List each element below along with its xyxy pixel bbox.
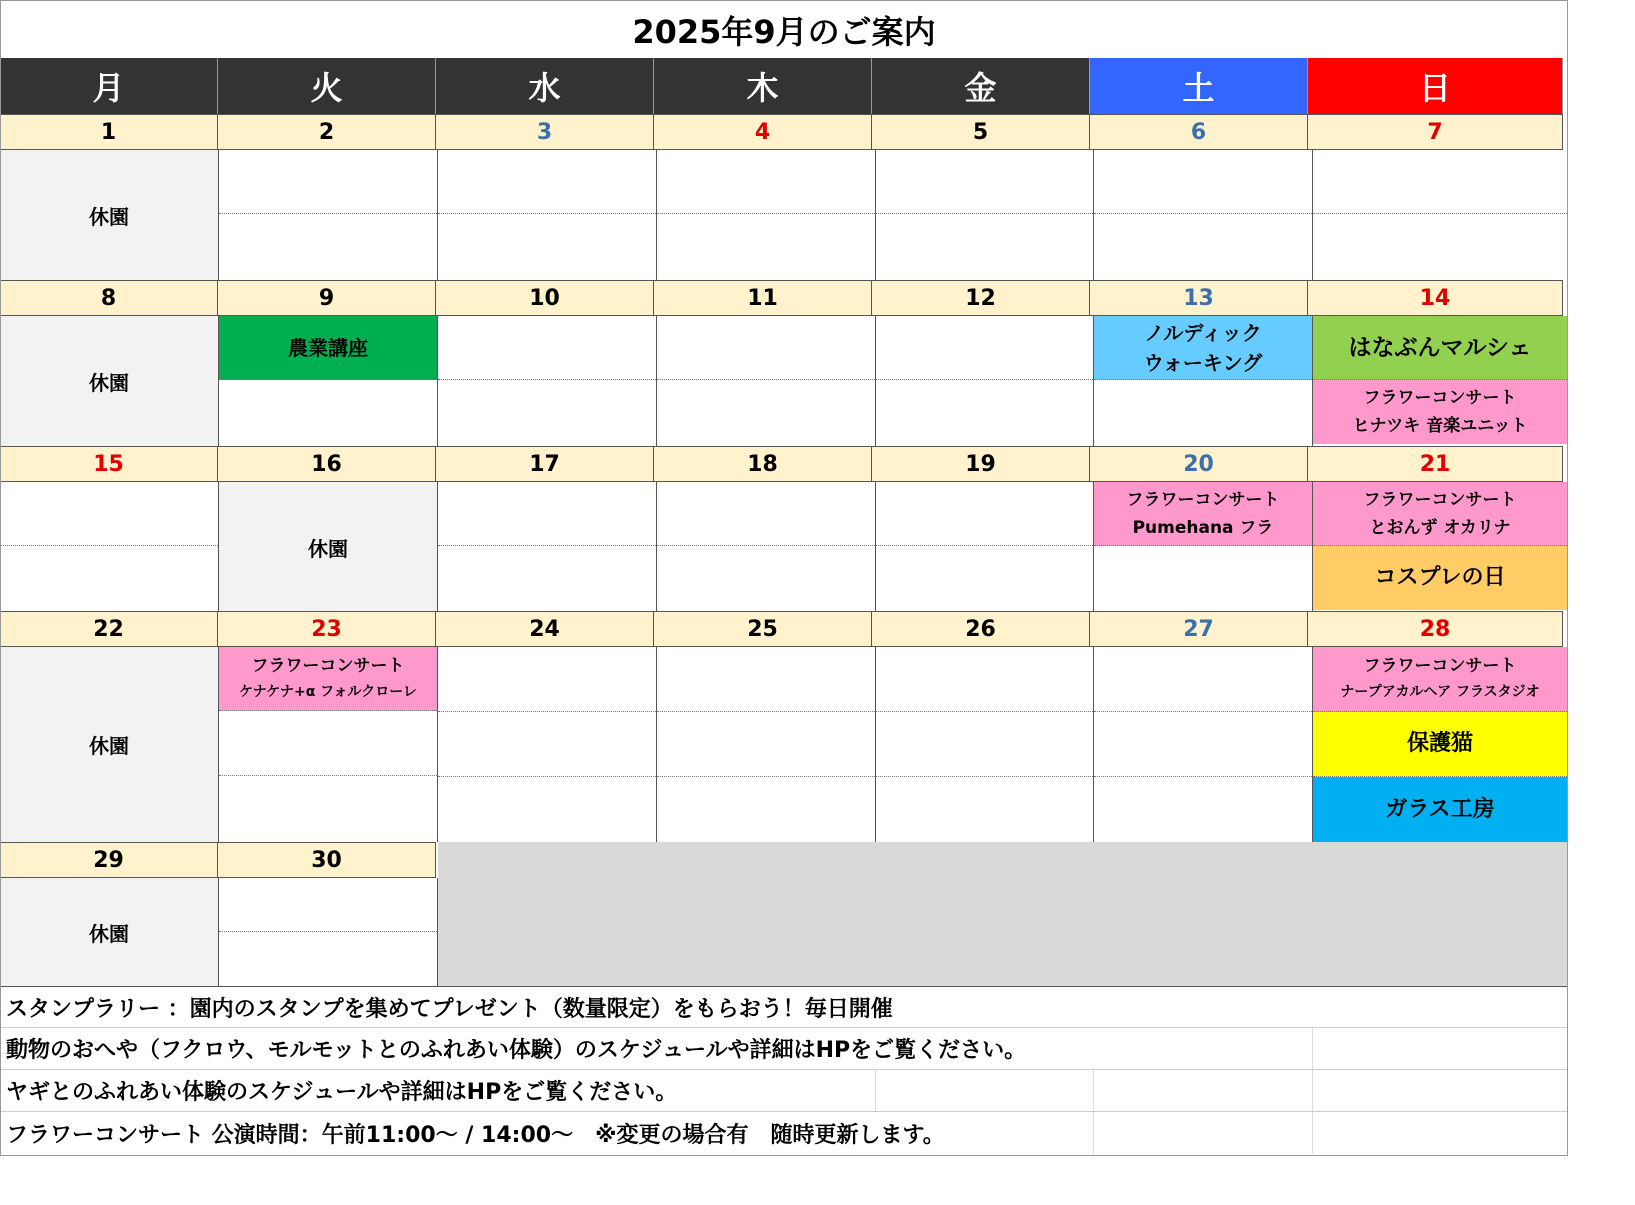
date-cell: 13 xyxy=(1090,280,1308,316)
date-cell: 30 xyxy=(218,842,436,878)
date-cell: 26 xyxy=(872,611,1090,647)
day-slots xyxy=(1313,482,1568,612)
weekday-header xyxy=(0,58,1563,114)
date-cell: 3 xyxy=(436,114,654,150)
event-line: ノルディック xyxy=(1144,320,1262,345)
date-cell: 24 xyxy=(436,611,654,647)
day-slots xyxy=(219,316,438,446)
date-cell: 28 xyxy=(1308,611,1563,647)
day-slots xyxy=(876,647,1094,842)
page-title: 2025年9月のご案内 xyxy=(0,0,1568,59)
event-flower-concert xyxy=(219,647,437,711)
day-slots xyxy=(1094,150,1313,280)
note-goat xyxy=(0,1070,1568,1112)
date-cell: 18 xyxy=(654,446,872,482)
event-line: ヒナツキ 音楽ユニット xyxy=(1352,416,1528,436)
day-slots xyxy=(438,482,657,612)
day-slots xyxy=(1094,482,1313,612)
day-slots xyxy=(657,316,876,446)
event-line: フラワーコンサート xyxy=(1363,656,1517,676)
weekday-mon: 月 xyxy=(0,58,218,114)
event-line: ウォーキング xyxy=(1143,350,1263,375)
week-2-dates xyxy=(0,280,1563,316)
weekday-fri: 金 xyxy=(872,58,1090,114)
day-slots xyxy=(657,150,876,280)
event-line: とおんず オカリナ xyxy=(1369,517,1511,538)
date-cell: 16 xyxy=(218,446,436,482)
day-slots xyxy=(876,150,1094,280)
day-slots xyxy=(1094,316,1313,446)
date-cell: 5 xyxy=(872,114,1090,150)
closed-day: 休園 xyxy=(0,316,219,446)
date-cell: 17 xyxy=(436,446,654,482)
event-flower-concert xyxy=(1313,380,1567,444)
day-slots xyxy=(657,647,876,842)
event-line: フラワーコンサート xyxy=(1363,489,1517,510)
date-cell: 20 xyxy=(1090,446,1308,482)
week-4-dates xyxy=(0,611,1563,647)
date-cell: 6 xyxy=(1090,114,1308,150)
date-cell: 21 xyxy=(1308,446,1563,482)
date-cell: 29 xyxy=(0,842,218,878)
date-cell: 11 xyxy=(654,280,872,316)
day-slots xyxy=(219,647,438,842)
event-line: フラワーコンサート xyxy=(1126,489,1280,510)
empty-days-area xyxy=(438,842,1568,986)
event-line: Pumehana フラ xyxy=(1132,517,1274,538)
note-flower-concert xyxy=(0,1112,1568,1154)
closed-day: 休園 xyxy=(219,482,438,612)
event-rescue-cats: 保護猫 xyxy=(1313,712,1567,777)
event-flower-concert xyxy=(1094,482,1312,546)
date-cell: 14 xyxy=(1308,280,1563,316)
event-flower-concert xyxy=(1313,482,1567,546)
date-cell: 9 xyxy=(218,280,436,316)
day-slots xyxy=(876,316,1094,446)
week-5-dates xyxy=(0,842,436,878)
day-slots xyxy=(876,482,1094,612)
closed-day: 休園 xyxy=(0,150,219,280)
weekday-thu: 木 xyxy=(654,58,872,114)
date-cell: 19 xyxy=(872,446,1090,482)
note-animal-room xyxy=(0,1028,1568,1070)
date-cell: 25 xyxy=(654,611,872,647)
weekday-sun: 日 xyxy=(1308,58,1563,114)
day-slots xyxy=(219,150,438,280)
week-1-dates xyxy=(0,114,1563,150)
event-agriculture-lecture: 農業講座 xyxy=(219,316,437,380)
day-slots xyxy=(438,316,657,446)
event-line: フラワーコンサート xyxy=(251,655,405,676)
date-cell: 1 xyxy=(0,114,218,150)
day-slots xyxy=(438,647,657,842)
weekday-sat: 土 xyxy=(1090,58,1308,114)
date-cell: 4 xyxy=(654,114,872,150)
event-flower-concert xyxy=(1313,647,1567,712)
day-slots xyxy=(1313,150,1568,280)
event-marche: はなぶんマルシェ xyxy=(1313,316,1567,380)
event-line: フラワーコンサート xyxy=(1363,388,1517,408)
day-slots xyxy=(0,482,219,612)
note-text: ヤギとのふれあい体験のスケジュールや詳細はHPをご覧ください。 xyxy=(6,1080,678,1105)
day-slots xyxy=(1094,647,1313,842)
note-text: フラワーコンサート 公演時間：午前11:00～ / 14:00～ ※変更の場合有 随時更新します。 xyxy=(6,1122,945,1148)
note-text: スタンプラリー ：園内のスタンプを集めてプレゼント（数量限定）をもらおう！毎日開催 xyxy=(6,996,893,1022)
closed-day: 休園 xyxy=(0,647,219,842)
date-cell: 10 xyxy=(436,280,654,316)
weekday-wed: 水 xyxy=(436,58,654,114)
date-cell: 8 xyxy=(0,280,218,316)
day-slots xyxy=(657,482,876,612)
event-line: ケナケナ+α フォルクローレ xyxy=(239,683,417,700)
date-cell: 12 xyxy=(872,280,1090,316)
event-cosplay-day: コスプレの日 xyxy=(1313,546,1567,610)
closed-day: 休園 xyxy=(0,878,219,986)
weekday-tue: 火 xyxy=(218,58,436,114)
event-glass-workshop: ガラス工房 xyxy=(1313,777,1567,842)
note-stamp-rally xyxy=(0,986,1568,1028)
date-cell: 23 xyxy=(218,611,436,647)
note-text: 動物のおへや（フクロウ、モルモットとのふれあい体験）のスケジュールや詳細はHPをご覧ください。 xyxy=(6,1038,1027,1063)
day-slots xyxy=(438,150,657,280)
notes-section xyxy=(0,986,1568,1154)
date-cell: 15 xyxy=(0,446,218,482)
date-cell: 27 xyxy=(1090,611,1308,647)
day-slots xyxy=(1313,647,1568,842)
day-slots xyxy=(219,878,438,986)
week-3-dates xyxy=(0,446,1563,482)
date-cell: 2 xyxy=(218,114,436,150)
day-slots xyxy=(1313,316,1568,446)
date-cell: 22 xyxy=(0,611,218,647)
event-nordic-walking xyxy=(1094,316,1312,380)
event-line: ナープアカルヘア フラスタジオ xyxy=(1340,684,1540,700)
date-cell: 7 xyxy=(1308,114,1563,150)
